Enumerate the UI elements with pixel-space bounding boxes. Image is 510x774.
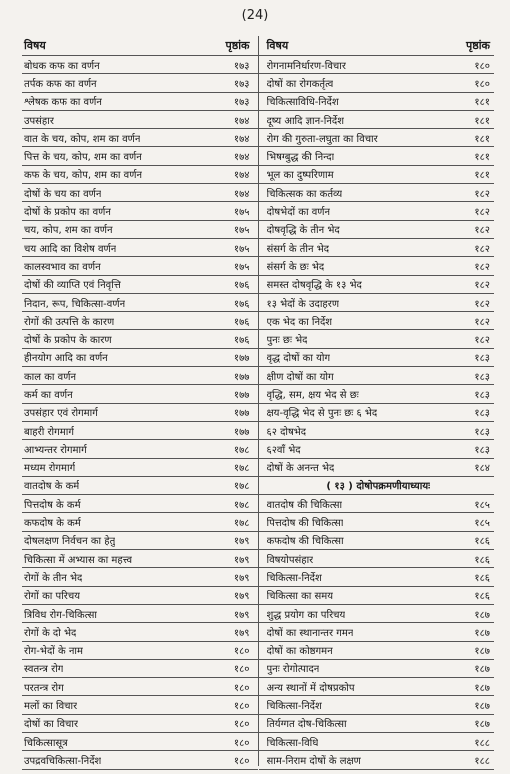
table-row xyxy=(22,678,258,696)
table-row xyxy=(259,660,495,678)
table-row xyxy=(259,751,495,769)
page-ref: १८६ xyxy=(474,591,490,603)
page-ref: १७६ xyxy=(233,335,250,347)
page-ref: १७४ xyxy=(233,152,250,164)
page-ref: १८४ xyxy=(474,463,490,475)
table-row xyxy=(259,111,495,129)
page-header: पृष्ठांक xyxy=(465,39,490,52)
topic-text: ( १३ ) दोषोपक्रमणीयाध्यायः xyxy=(326,481,431,493)
topic-text: ६२वाँ भेद xyxy=(266,444,301,456)
table-row xyxy=(22,495,258,513)
page-ref: १८३ xyxy=(474,371,490,383)
topic-text: दोषों की व्याप्ति एवं निवृत्ति xyxy=(24,280,121,292)
topic-text: परतन्त्र रोग xyxy=(24,682,64,694)
page-ref: १७३ xyxy=(233,78,250,90)
page-ref: १८२ xyxy=(474,243,490,255)
page-ref: १८३ xyxy=(474,444,490,456)
page-ref: १७८ xyxy=(233,499,250,511)
topic-text: आभ्यन्तर रोगमार्ग xyxy=(24,444,87,456)
topic-text: शुद्ध प्रयोग का परिचय xyxy=(266,609,346,621)
table-row xyxy=(22,733,258,751)
topic-text: वातदोष के कर्म xyxy=(24,481,80,493)
table-row xyxy=(259,623,495,641)
topic-text: अन्य स्थानों में दोषप्रकोप xyxy=(266,682,355,694)
topic-text: चिकित्सक का कर्तव्य xyxy=(266,188,343,200)
page-ref: १८१ xyxy=(474,133,490,145)
topic-text: रोगनामनिर्धारण-विचार xyxy=(266,60,346,72)
topic-text: कालस्वभाव का वर्णन xyxy=(24,261,101,273)
page-ref: १७५ xyxy=(233,225,250,237)
table-row xyxy=(22,129,258,147)
topic-text: रोगों के तीन भेद xyxy=(24,572,83,584)
page-ref: १८० xyxy=(233,664,250,676)
table-row xyxy=(22,367,258,385)
page-ref: १८३ xyxy=(474,426,490,438)
topic-text: भूल का दुष्परिणाम xyxy=(266,170,334,182)
topic-text: उपसंहार एवं रोगमार्ग xyxy=(24,408,98,420)
page-ref: १८० xyxy=(233,682,250,694)
topic-text: भिषग्बुद्ध की निन्दा xyxy=(266,152,335,164)
topic-text: १३ भेदों के उदाहरण xyxy=(266,298,340,310)
topic-text: रोगों का परिचय xyxy=(24,591,81,603)
page-ref: १८८ xyxy=(474,755,490,767)
topic-text: दूष्य आदि ज्ञान-निर्देश xyxy=(266,115,345,127)
topic-text: दोषलक्षण निर्वचन का हेतु xyxy=(24,536,116,548)
table-row xyxy=(22,93,258,111)
topic-text: चिकित्साविधि-निर्देश xyxy=(266,97,339,109)
page-ref: १८२ xyxy=(474,280,490,292)
table-row xyxy=(22,660,258,678)
table-row xyxy=(22,74,258,92)
topic-text: कफदोष के कर्म xyxy=(24,518,81,530)
topic-text: पित्तदोष के कर्म xyxy=(24,499,81,511)
table-row xyxy=(22,56,258,74)
page-ref: १८७ xyxy=(474,719,490,731)
page-ref: १८६ xyxy=(474,572,490,584)
page-ref: १८१ xyxy=(474,152,490,164)
table-row xyxy=(259,404,495,422)
page-ref: १७६ xyxy=(233,316,250,328)
page-ref: १७५ xyxy=(233,207,250,219)
page-ref: १८० xyxy=(233,737,250,749)
topic-text: क्षीण दोषों का योग xyxy=(266,371,334,383)
topic-text: त्रिविध रोग-चिकित्सा xyxy=(24,609,97,621)
page-ref: १८२ xyxy=(474,188,490,200)
topic-text: पुनः रोगोत्पादन xyxy=(266,664,320,676)
page-ref: १७९ xyxy=(233,591,250,603)
topic-text: दोषों का कोष्ठगमन xyxy=(266,646,333,658)
table-row xyxy=(22,623,258,641)
table-row xyxy=(259,202,495,220)
page-ref: १८२ xyxy=(474,335,490,347)
table-row xyxy=(259,312,495,330)
right-column-header xyxy=(259,36,495,56)
table-row xyxy=(259,642,495,660)
page-ref: १७७ xyxy=(233,389,250,401)
table-row xyxy=(259,495,495,513)
table-row xyxy=(22,568,258,586)
topic-text: दोषों का विचार xyxy=(24,719,79,731)
page-ref: १८० xyxy=(474,60,490,72)
right-column xyxy=(259,36,495,766)
table-row xyxy=(22,166,258,184)
topic-text: कफ के चय, कोप, शम का वर्णन xyxy=(24,170,142,182)
contents-table xyxy=(22,36,494,766)
topic-text: उपसंहार xyxy=(24,115,54,127)
page-ref: १८३ xyxy=(474,353,490,365)
page-ref: १८७ xyxy=(474,627,490,639)
page-ref: १८० xyxy=(233,646,250,658)
page-ref: १८५ xyxy=(474,518,490,530)
table-row xyxy=(22,477,258,495)
table-row xyxy=(22,349,258,367)
topic-text: चिकित्सा-निर्देश xyxy=(266,572,322,584)
topic-text: चय, कोप, शम का वर्णन xyxy=(24,225,113,237)
topic-text: स्वतन्त्र रोग xyxy=(24,664,64,676)
table-row xyxy=(259,276,495,294)
page-ref: १७९ xyxy=(233,554,250,566)
table-row xyxy=(259,147,495,165)
topic-text: उपद्रवचिकित्सा-निर्देश xyxy=(24,755,102,767)
table-row xyxy=(259,715,495,733)
topic-text: संसर्ग के तीन भेद xyxy=(266,243,330,255)
topic-text: पुनः छः भेद xyxy=(266,335,308,347)
topic-text: विषयोपसंहार xyxy=(266,554,314,566)
table-row xyxy=(22,459,258,477)
page-ref: १८३ xyxy=(474,389,490,401)
table-row xyxy=(22,587,258,605)
left-rows xyxy=(22,56,258,770)
topic-text: कफदोष की चिकित्सा xyxy=(266,536,344,548)
table-row xyxy=(22,605,258,623)
topic-text: तिर्यग्गत दोष-चिकित्सा xyxy=(266,719,347,731)
table-row xyxy=(22,751,258,769)
table-row xyxy=(22,202,258,220)
table-row xyxy=(259,532,495,550)
page-ref: १७८ xyxy=(233,463,250,475)
page-ref: १७७ xyxy=(233,408,250,420)
right-rows xyxy=(259,56,495,770)
page-ref: १७८ xyxy=(233,444,250,456)
topic-text: चिकित्सासूत्र xyxy=(24,737,68,749)
table-row xyxy=(259,550,495,568)
topic-text: दोषों के प्रकोप का वर्णन xyxy=(24,207,111,219)
page-ref: १८८ xyxy=(474,737,490,749)
page-ref: १७८ xyxy=(233,518,250,530)
table-row xyxy=(259,459,495,477)
table-row xyxy=(22,404,258,422)
table-row xyxy=(22,513,258,531)
page-ref: १७८ xyxy=(233,481,250,493)
topic-text: वात के चय, कोप, शम का वर्णन xyxy=(24,133,141,145)
table-row xyxy=(22,111,258,129)
topic-text: वृद्धि, सम, क्षय भेद से छः xyxy=(266,389,359,401)
topic-text: चय आदि का विशेष वर्णन xyxy=(24,243,117,255)
table-row xyxy=(259,221,495,239)
topic-text: मलों का विचार xyxy=(24,701,78,713)
table-row xyxy=(259,568,495,586)
table-row xyxy=(259,349,495,367)
topic-text: श्लेषक कफ का वर्णन xyxy=(24,97,102,109)
table-row xyxy=(22,696,258,714)
table-row xyxy=(259,733,495,751)
topic-text: संसर्ग के छः भेद xyxy=(266,261,325,273)
topic-text: बोधक कफ का वर्णन xyxy=(24,60,100,72)
page-ref: १७४ xyxy=(233,115,250,127)
page-ref: १७९ xyxy=(233,536,250,548)
page-ref: १८० xyxy=(233,755,250,767)
page-ref: १८२ xyxy=(474,261,490,273)
table-row xyxy=(259,74,495,92)
table-row xyxy=(259,605,495,623)
table-row xyxy=(22,715,258,733)
page-ref: १८१ xyxy=(474,115,490,127)
topic-text: रोगों की उत्पत्ति के कारण xyxy=(24,316,115,328)
page-ref: १७५ xyxy=(233,243,250,255)
table-row xyxy=(259,696,495,714)
table-row xyxy=(259,678,495,696)
topic-text: चिकित्सा का समय xyxy=(266,591,334,603)
topic-text: क्षय-वृद्धि भेद से पुनः छः ६ भेद xyxy=(266,408,378,420)
subject-header: विषय xyxy=(24,39,46,52)
topic-text: बाहरी रोगमार्ग xyxy=(24,426,74,438)
page-ref: १७६ xyxy=(233,280,250,292)
topic-text: समस्त दोषवृद्धि के १३ भेद xyxy=(266,280,362,292)
page-ref: १८६ xyxy=(474,554,490,566)
page-ref: १८२ xyxy=(474,316,490,328)
table-row xyxy=(259,513,495,531)
page-ref: १८१ xyxy=(474,170,490,182)
page-ref: १८६ xyxy=(474,536,490,548)
page-ref: १७९ xyxy=(233,609,250,621)
page-ref: १७५ xyxy=(233,261,250,273)
page-ref: १७४ xyxy=(233,133,250,145)
table-row xyxy=(22,440,258,458)
table-row xyxy=(259,294,495,312)
left-column-header xyxy=(22,36,258,56)
topic-text: रोगों के दो भेद xyxy=(24,627,77,639)
page-ref: १८७ xyxy=(474,664,490,676)
table-row xyxy=(259,587,495,605)
page-ref: १७४ xyxy=(233,170,250,182)
topic-text: मध्यम रोगमार्ग xyxy=(24,463,76,475)
page-ref: १७३ xyxy=(233,97,250,109)
page-ref: १८० xyxy=(233,719,250,731)
topic-text: दोषों के प्रकोप के कारण xyxy=(24,335,112,347)
page-ref: १८१ xyxy=(474,97,490,109)
table-row xyxy=(22,147,258,165)
topic-text: दोषों का स्थानान्तर गमन xyxy=(266,627,354,639)
page-ref: १८२ xyxy=(474,207,490,219)
page-ref: १८५ xyxy=(474,499,490,511)
topic-text: दोषों का रोगकर्तृत्व xyxy=(266,78,334,90)
table-row xyxy=(259,330,495,348)
topic-text: वृद्ध दोषों का योग xyxy=(266,353,331,365)
page-ref: १८२ xyxy=(474,225,490,237)
topic-text: हीनयोग आदि का वर्णन xyxy=(24,353,108,365)
topic-text: चिकित्सा-विधि xyxy=(266,737,319,749)
page-ref: १७७ xyxy=(233,426,250,438)
topic-text: तर्पक कफ का वर्णन xyxy=(24,78,97,90)
topic-text: साम-निराम दोषों के लक्षण xyxy=(266,755,361,767)
topic-text: कर्म का वर्णन xyxy=(24,389,73,401)
page-header: पृष्ठांक xyxy=(225,39,250,52)
table-row xyxy=(259,422,495,440)
page-number: (24) xyxy=(241,8,269,23)
table-row xyxy=(22,312,258,330)
table-row xyxy=(259,367,495,385)
topic-text: ६२ दोषभेद xyxy=(266,426,307,438)
page-ref: १७७ xyxy=(233,371,250,383)
page-ref: १८७ xyxy=(474,701,490,713)
table-row xyxy=(22,239,258,257)
table-row xyxy=(22,385,258,403)
table-row xyxy=(22,221,258,239)
page-ref: १७७ xyxy=(233,353,250,365)
table-row xyxy=(22,330,258,348)
topic-text: पित्त के चय, कोप, शम का वर्णन xyxy=(24,152,142,164)
topic-text: दोषों के चय का वर्णन xyxy=(24,188,102,200)
topic-text: पित्तदोष की चिकित्सा xyxy=(266,518,344,530)
topic-text: चिकित्सा में अभ्यास का महत्त्व xyxy=(24,554,133,566)
table-row xyxy=(22,532,258,550)
page-ref: १८० xyxy=(474,78,490,90)
section-heading xyxy=(259,477,495,495)
page-ref: १८७ xyxy=(474,609,490,621)
topic-text: चिकित्सा-निर्देश xyxy=(266,701,322,713)
topic-text: एक भेद का निर्देश xyxy=(266,316,333,328)
topic-text: दोषों के अनन्त भेद xyxy=(266,463,335,475)
table-row xyxy=(22,294,258,312)
table-row xyxy=(259,93,495,111)
topic-text: रोग-भेदों के नाम xyxy=(24,646,84,658)
topic-text: दोषभेदों का वर्णन xyxy=(266,207,331,219)
table-row xyxy=(259,385,495,403)
left-column xyxy=(22,36,259,766)
table-row xyxy=(259,184,495,202)
table-row xyxy=(22,550,258,568)
table-row xyxy=(259,440,495,458)
page-ref: १७३ xyxy=(233,60,250,72)
page-ref: १८७ xyxy=(474,682,490,694)
table-row xyxy=(259,239,495,257)
topic-text: वातदोष की चिकित्सा xyxy=(266,499,343,511)
table-row xyxy=(22,642,258,660)
table-row xyxy=(259,56,495,74)
page-ref: १८२ xyxy=(474,298,490,310)
subject-header: विषय xyxy=(266,39,289,52)
page-ref: १८७ xyxy=(474,646,490,658)
table-row xyxy=(22,276,258,294)
topic-text: काल का वर्णन xyxy=(24,371,77,383)
page-ref: १७९ xyxy=(233,627,250,639)
page-ref: १७४ xyxy=(233,188,250,200)
topic-text: दोषवृद्धि के तीन भेद xyxy=(266,225,340,237)
table-row xyxy=(259,166,495,184)
table-row xyxy=(22,257,258,275)
page-ref: १८० xyxy=(233,701,250,713)
table-row xyxy=(22,184,258,202)
page-ref: १८३ xyxy=(474,408,490,420)
page-ref: १७६ xyxy=(233,298,250,310)
topic-text: निदान, रूप, चिकित्सा-वर्णन xyxy=(24,298,126,310)
table-row xyxy=(22,422,258,440)
page-ref: १७९ xyxy=(233,572,250,584)
table-row xyxy=(259,129,495,147)
topic-text: रोग की गुरुता-लघुता का विचार xyxy=(266,133,378,145)
table-row xyxy=(259,257,495,275)
